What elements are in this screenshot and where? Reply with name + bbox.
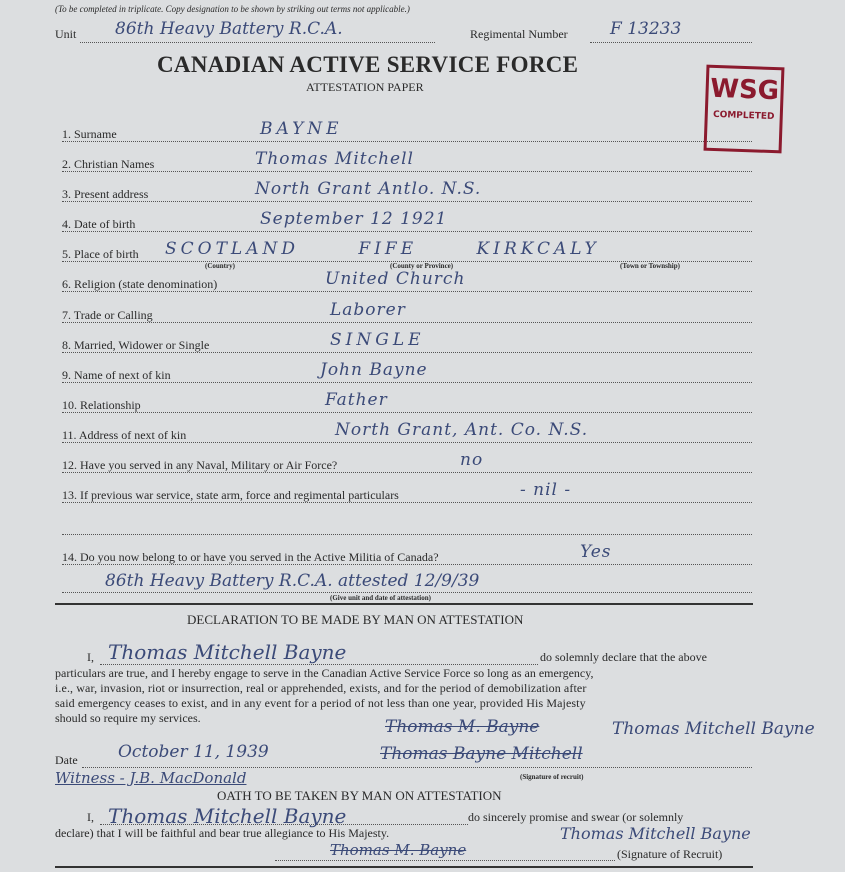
militia-caption: (Give unit and date of attestation)	[330, 594, 431, 602]
field-label: 2. Christian Names	[62, 157, 155, 171]
field-label: 11. Address of next of kin	[62, 428, 187, 442]
date-label: Date	[55, 753, 78, 767]
dotted-line	[62, 231, 752, 232]
field-label: 10. Relationship	[62, 398, 141, 412]
declaration-text: said emergency ceases to exist, and in any event for a period of not less than one year, provided His Majesty	[55, 696, 586, 710]
struck-signature: Thomas M. Bayne	[330, 841, 467, 859]
oath-i: I,	[87, 810, 94, 824]
declaration-text: should so require my services.	[55, 711, 201, 725]
field-label: 6. Religion (state denomination)	[62, 277, 218, 291]
declaration-text: do solemnly declare that the above	[540, 650, 707, 664]
field-label: 7. Trade or Calling	[62, 308, 153, 322]
witness-signature: Witness - J.B. MacDonald	[55, 769, 247, 787]
field-value: John Bayne	[320, 360, 428, 380]
field-value: Father	[325, 390, 388, 410]
field-value: Laborer	[330, 300, 406, 320]
dotted-line	[62, 201, 752, 202]
town-caption: (Town or Township)	[620, 262, 680, 270]
struck-signature: Thomas Bayne Mitchell	[380, 744, 583, 764]
field-label: 8. Married, Widower or Single	[62, 338, 210, 352]
declaration-heading: DECLARATION TO BE MADE BY MAN ON ATTESTATION	[187, 612, 524, 627]
dotted-line	[62, 412, 752, 413]
oath-text: declare) that I will be faithful and bear true allegiance to His Majesty.	[55, 826, 390, 840]
dotted-line	[62, 171, 752, 172]
signature-caption: (Signature of recruit)	[520, 773, 584, 781]
dotted-line	[62, 141, 752, 142]
recruit-signature: Thomas Mitchell Bayne	[560, 824, 751, 843]
field-value: Thomas Mitchell	[255, 149, 414, 169]
regimental-number-value: F 13233	[610, 19, 682, 39]
field-label: 1. Surname	[62, 127, 117, 141]
date-value: October 11, 1939	[118, 742, 269, 762]
unit-value: 86th Heavy Battery R.C.A.	[115, 19, 343, 39]
field-value: BAYNE	[260, 119, 343, 139]
declaration-text: particulars are true, and I hereby engage to serve in the Canadian Active Service Force so long as an emergency,	[55, 666, 594, 680]
oath-name: Thomas Mitchell Bayne	[108, 804, 347, 828]
field-value: SINGLE	[330, 330, 425, 350]
country-caption: (Country)	[205, 262, 235, 270]
declaration-i: I,	[87, 650, 94, 664]
field-label: 5. Place of birth	[62, 247, 139, 261]
militia-detail: 86th Heavy Battery R.C.A. attested 12/9/39	[105, 571, 480, 591]
field-label: 13. If previous war service, state arm, force and regimental particulars	[62, 488, 399, 502]
field-value: United Church	[325, 269, 466, 289]
wsg-completed-stamp	[704, 65, 785, 154]
dotted-line	[62, 322, 752, 323]
form-subtitle: ATTESTATION PAPER	[306, 80, 424, 94]
field-value: North Grant Antlo. N.S.	[255, 179, 482, 199]
recruit-signature: Thomas Mitchell Bayne	[612, 719, 815, 739]
declaration-name: Thomas Mitchell Bayne	[108, 640, 347, 664]
stamp-text: WSG	[709, 73, 780, 107]
field-value: SCOTLAND FIFE KIRKCALY	[165, 239, 600, 259]
field-label: 14. Do you now belong to or have you served in the Active Militia of Canada?	[62, 550, 439, 564]
oath-text: do sincerely promise and swear (or solemnly	[468, 810, 684, 824]
field-value: Yes	[580, 542, 612, 562]
field-value: North Grant, Ant. Co. N.S.	[335, 420, 589, 440]
oath-heading: OATH TO BE TAKEN BY MAN ON ATTESTATION	[217, 788, 502, 803]
struck-signature: Thomas M. Bayne	[385, 717, 540, 737]
field-label: 3. Present address	[62, 187, 149, 201]
stamp-subtext: COMPLETED	[712, 109, 775, 123]
unit-label: Unit	[55, 27, 77, 41]
field-value: no	[460, 450, 484, 470]
field-label: 4. Date of birth	[62, 217, 136, 231]
form-title: CANADIAN ACTIVE SERVICE FORCE	[157, 52, 579, 77]
field-value: September 12 1921	[260, 209, 448, 229]
regimental-number-label: Regimental Number	[470, 27, 568, 41]
field-label: 9. Name of next of kin	[62, 368, 171, 382]
instruction-note: (To be completed in triplicate. Copy designation to be shown by striking out terms not applicable.)	[55, 4, 410, 14]
declaration-text: i.e., war, invasion, riot or insurrection, real or apprehended, exists, and for the period of demobilization after	[55, 681, 587, 695]
signature-caption: (Signature of Recruit)	[617, 847, 723, 861]
field-value: - nil -	[520, 480, 572, 500]
field-label: 12. Have you served in any Naval, Military or Air Force?	[62, 458, 338, 472]
county-caption: (County or Province)	[390, 262, 454, 270]
